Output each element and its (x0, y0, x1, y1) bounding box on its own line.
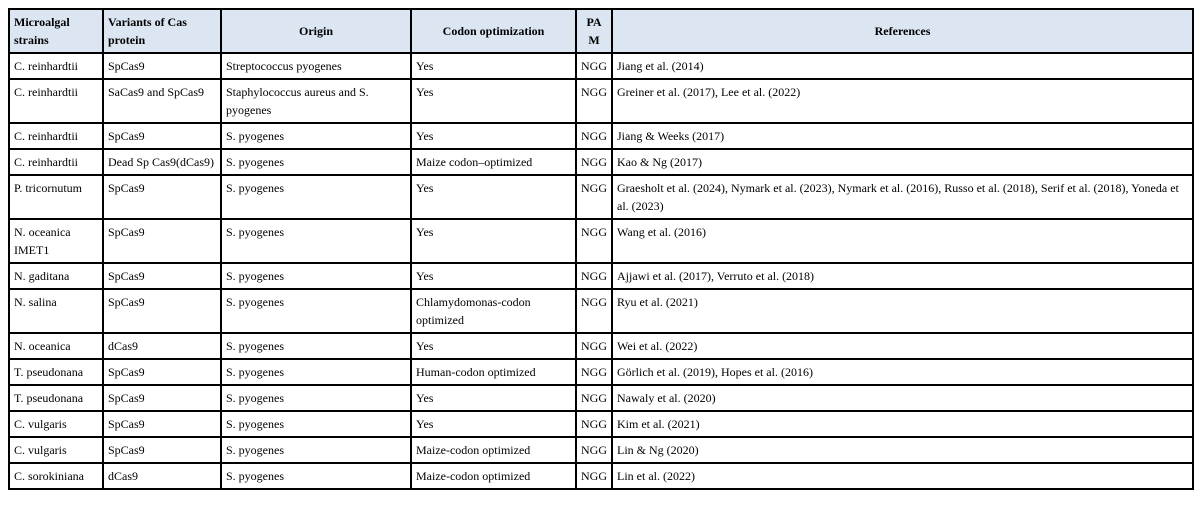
references-cell: Greiner et al. (2017), Lee et al. (2022) (612, 79, 1193, 123)
origin-cell: S. pyogenes (221, 411, 411, 437)
strain-cell: C. reinhardtii (9, 123, 103, 149)
codon-optimization-cell: Yes (411, 333, 576, 359)
header-codon-optimization: Codon optimization (411, 9, 576, 53)
cas-variant-cell: dCas9 (103, 333, 221, 359)
strain-cell: C. vulgaris (9, 437, 103, 463)
origin-cell: S. pyogenes (221, 175, 411, 219)
header-cas-variants: Variants of Cas protein (103, 9, 221, 53)
pam-cell: NGG (576, 463, 612, 489)
origin-cell: S. pyogenes (221, 123, 411, 149)
codon-optimization-cell: Yes (411, 263, 576, 289)
header-microalgal-strains: Microalgal strains (9, 9, 103, 53)
strain-cell: C. vulgaris (9, 411, 103, 437)
origin-cell: S. pyogenes (221, 463, 411, 489)
origin-cell: S. pyogenes (221, 359, 411, 385)
table-row (9, 463, 1193, 489)
codon-optimization-cell: Maize codon–optimized (411, 149, 576, 175)
strain-cell: C. reinhardtii (9, 79, 103, 123)
pam-cell: NGG (576, 79, 612, 123)
references-cell: Nawaly et al. (2020) (612, 385, 1193, 411)
references-cell: Lin & Ng (2020) (612, 437, 1193, 463)
references-cell: Görlich et al. (2019), Hopes et al. (2016) (612, 359, 1193, 385)
pam-cell: NGG (576, 333, 612, 359)
table-row (9, 289, 1193, 333)
references-cell: Jiang et al. (2014) (612, 53, 1193, 79)
codon-optimization-cell: Maize-codon optimized (411, 463, 576, 489)
codon-optimization-cell: Human-codon optimized (411, 359, 576, 385)
pam-cell: NGG (576, 149, 612, 175)
header-origin: Origin (221, 9, 411, 53)
table-body (9, 53, 1193, 489)
table-row (9, 123, 1193, 149)
cas-variant-cell: SpCas9 (103, 437, 221, 463)
pam-cell: NGG (576, 219, 612, 263)
table-header-row (9, 9, 1193, 53)
cas-variant-cell: SpCas9 (103, 385, 221, 411)
cas-variant-cell: SpCas9 (103, 263, 221, 289)
strain-cell: N. oceanica IMET1 (9, 219, 103, 263)
pam-cell: NGG (576, 53, 612, 79)
origin-cell: S. pyogenes (221, 289, 411, 333)
origin-cell: S. pyogenes (221, 333, 411, 359)
pam-cell: NGG (576, 175, 612, 219)
codon-optimization-cell: Yes (411, 175, 576, 219)
codon-optimization-cell: Yes (411, 123, 576, 149)
codon-optimization-cell: Yes (411, 53, 576, 79)
pam-cell: NGG (576, 437, 612, 463)
codon-optimization-cell: Yes (411, 385, 576, 411)
table-row (9, 359, 1193, 385)
references-cell: Graesholt et al. (2024), Nymark et al. (2023), Nymark et al. (2016), Russo et al. (2018), Serif et al. (2018), Yoneda et al. (2023) (612, 175, 1193, 219)
strain-cell: N. oceanica (9, 333, 103, 359)
pam-cell: NGG (576, 289, 612, 333)
pam-cell: NGG (576, 385, 612, 411)
strain-cell: T. pseudonana (9, 385, 103, 411)
strain-cell: C. reinhardtii (9, 149, 103, 175)
cas-variant-cell: SpCas9 (103, 53, 221, 79)
origin-cell: S. pyogenes (221, 219, 411, 263)
codon-optimization-cell: Yes (411, 411, 576, 437)
cas-variant-cell: SpCas9 (103, 219, 221, 263)
table-row (9, 411, 1193, 437)
origin-cell: S. pyogenes (221, 385, 411, 411)
cas-variant-cell: SpCas9 (103, 123, 221, 149)
table-row (9, 219, 1193, 263)
origin-cell: S. pyogenes (221, 437, 411, 463)
header-references: References (612, 9, 1193, 53)
table-row (9, 263, 1193, 289)
cas-variant-cell: Dead Sp Cas9(dCas9) (103, 149, 221, 175)
references-cell: Kao & Ng (2017) (612, 149, 1193, 175)
origin-cell: Staphylococcus aureus and S. pyogenes (221, 79, 411, 123)
codon-optimization-cell: Yes (411, 219, 576, 263)
strain-cell: C. reinhardtii (9, 53, 103, 79)
table-row (9, 333, 1193, 359)
table-row (9, 385, 1193, 411)
cas-variant-cell: SpCas9 (103, 359, 221, 385)
table-row (9, 437, 1193, 463)
cas-variant-cell: SpCas9 (103, 175, 221, 219)
pam-cell: NGG (576, 123, 612, 149)
table-row (9, 79, 1193, 123)
references-cell: Ryu et al. (2021) (612, 289, 1193, 333)
references-cell: Wang et al. (2016) (612, 219, 1193, 263)
cas-variant-cell: dCas9 (103, 463, 221, 489)
header-pam: PAM (576, 9, 612, 53)
references-cell: Kim et al. (2021) (612, 411, 1193, 437)
table-row (9, 53, 1193, 79)
cas-variant-cell: SpCas9 (103, 411, 221, 437)
strain-cell: N. salina (9, 289, 103, 333)
references-cell: Jiang & Weeks (2017) (612, 123, 1193, 149)
origin-cell: S. pyogenes (221, 149, 411, 175)
pam-cell: NGG (576, 263, 612, 289)
pam-cell: NGG (576, 359, 612, 385)
strain-cell: C. sorokiniana (9, 463, 103, 489)
strain-cell: N. gaditana (9, 263, 103, 289)
table-row (9, 149, 1193, 175)
codon-optimization-cell: Yes (411, 79, 576, 123)
table-row (9, 175, 1193, 219)
cas-variant-cell: SaCas9 and SpCas9 (103, 79, 221, 123)
cas-variants-table (8, 8, 1194, 490)
codon-optimization-cell: Maize-codon optimized (411, 437, 576, 463)
cas-variant-cell: SpCas9 (103, 289, 221, 333)
pam-cell: NGG (576, 411, 612, 437)
strain-cell: P. tricornutum (9, 175, 103, 219)
codon-optimization-cell: Chlamydomonas-codon optimized (411, 289, 576, 333)
references-cell: Lin et al. (2022) (612, 463, 1193, 489)
references-cell: Wei et al. (2022) (612, 333, 1193, 359)
origin-cell: Streptococcus pyogenes (221, 53, 411, 79)
references-cell: Ajjawi et al. (2017), Verruto et al. (2018) (612, 263, 1193, 289)
strain-cell: T. pseudonana (9, 359, 103, 385)
document-page (8, 8, 1192, 490)
origin-cell: S. pyogenes (221, 263, 411, 289)
